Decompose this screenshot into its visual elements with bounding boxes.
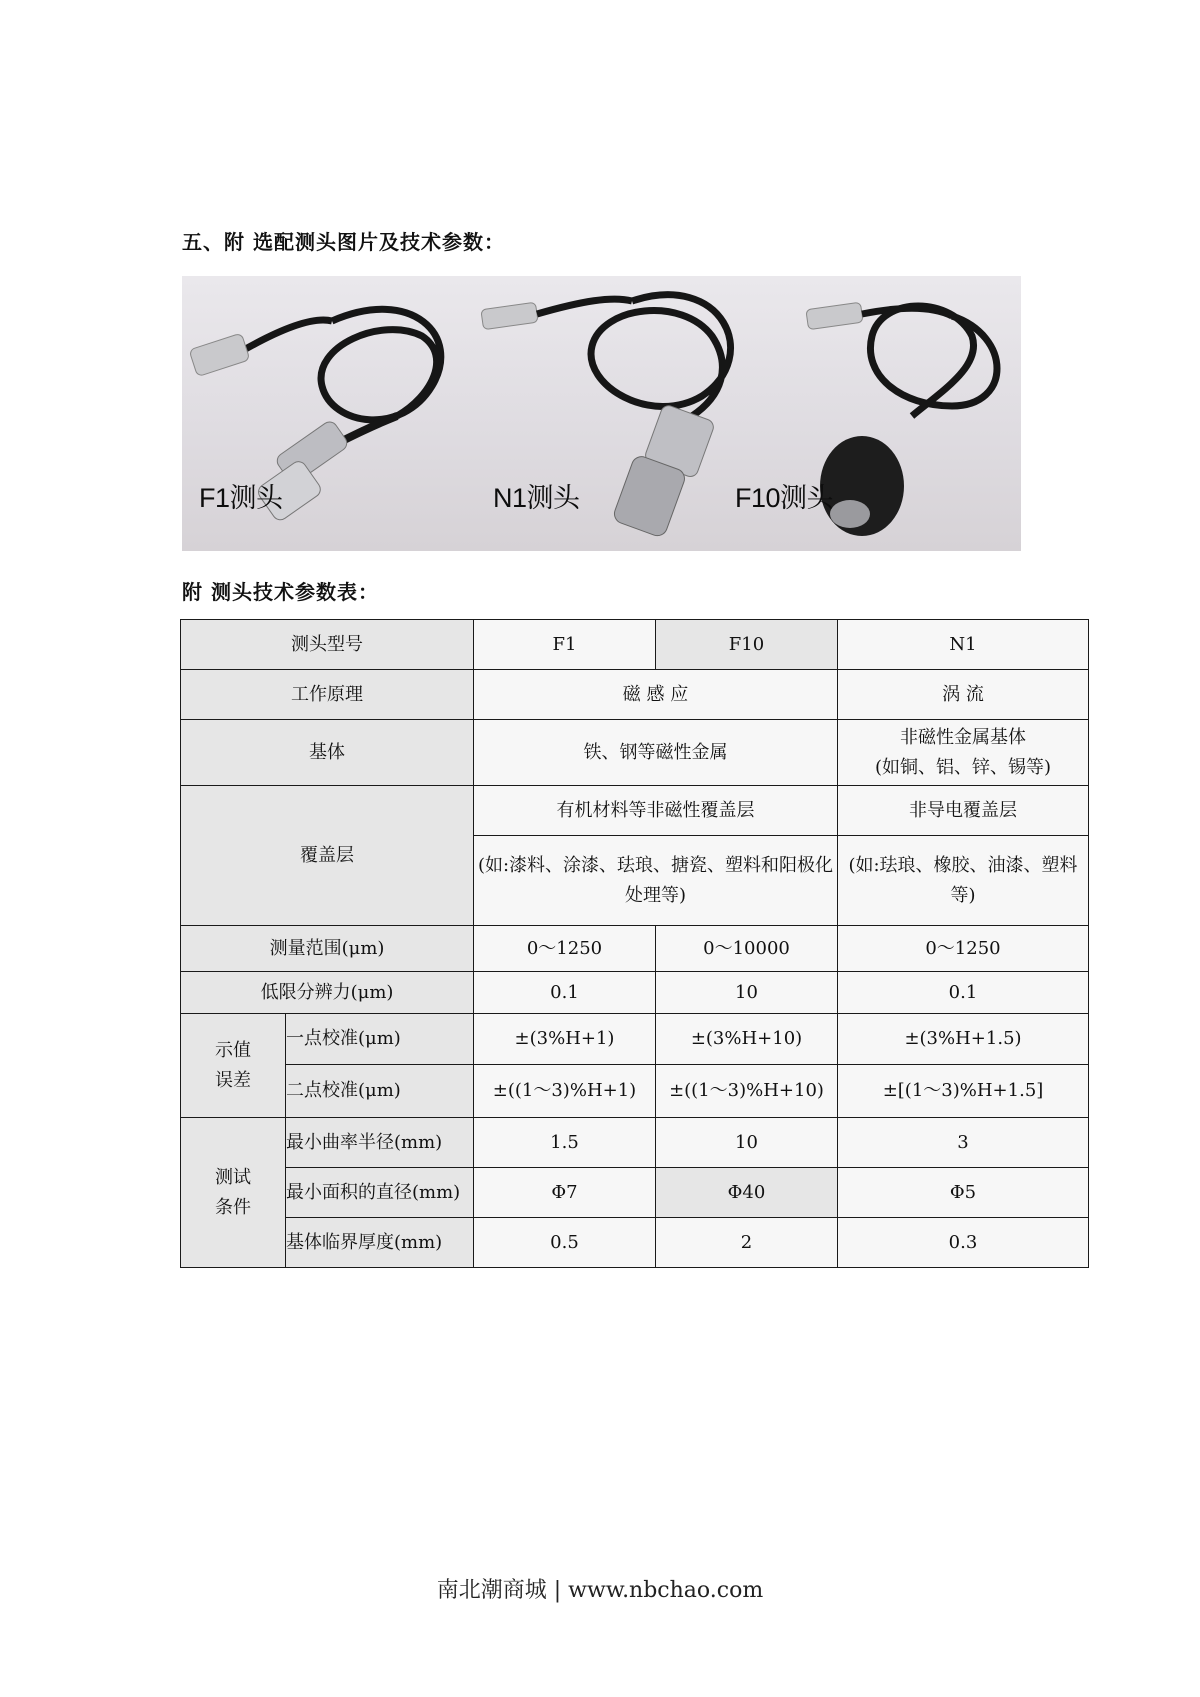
two-point-f1-cell: ±((1～3)%H+1) [474,1065,656,1118]
table-heading: 附 测头技术参数表： [182,580,379,604]
probe-photo [182,276,1021,551]
area-f10-cell: Φ40 [656,1168,838,1218]
error-label-cell: 示值误差 [181,1014,286,1118]
two-point-f10-cell: ±((1～3)%H+10) [656,1065,838,1118]
principle-magnetic-cell: 磁 感 应 [474,670,838,720]
substrate-magnetic-cell: 铁、钢等磁性金属 [474,720,838,786]
two-point-label-cell: 二点校准(μm) [286,1065,474,1118]
model-label-cell: 测头型号 [181,620,474,670]
coating-magnetic-cell: 有机材料等非磁性覆盖层 [474,786,838,836]
coating-label-cell: 覆盖层 [181,786,474,926]
two-point-n1-cell: ±[(1～3)%H+1.5] [838,1065,1089,1118]
one-point-f10-cell: ±(3%H+10) [656,1014,838,1065]
f1-probe-label: F1测头 [199,483,283,513]
range-f10-cell: 0～10000 [656,926,838,972]
table-row [181,620,1089,670]
area-n1-cell: Φ5 [838,1168,1089,1218]
table-row [181,1065,1089,1118]
substrate-eddy-cell [838,720,1089,786]
one-point-n1-cell: ±(3%H+1.5) [838,1014,1089,1065]
table-row [181,972,1089,1014]
substrate-label-cell: 基体 [181,720,474,786]
model-f10-cell: F10 [656,620,838,670]
f10-probe-label: F10测头 [735,483,834,513]
table-row [181,926,1089,972]
curvature-f1-cell: 1.5 [474,1118,656,1168]
test-label-cell: 测试条件 [181,1118,286,1268]
footer-text: 南北潮商城 | www.nbchao.com [436,1578,764,1603]
resolution-label-cell: 低限分辨力(μm) [181,972,474,1014]
table-row [181,1218,1089,1268]
thickness-f1-cell: 0.5 [474,1218,656,1268]
coating-eddy-example-cell: (如:珐琅、橡胶、油漆、塑料等) [838,836,1089,926]
coating-magnetic-example-cell: (如:漆料、涂漆、珐琅、搪瓷、塑料和阳极化处理等) [474,836,838,926]
substrate-eddy-line1: 非磁性金属基体 [900,726,1026,748]
principle-label-cell: 工作原理 [181,670,474,720]
resolution-f1-cell: 0.1 [474,972,656,1014]
coating-eddy-cell: 非导电覆盖层 [838,786,1089,836]
table-row [181,786,1089,836]
table-row [181,1014,1089,1065]
resolution-f10-cell: 10 [656,972,838,1014]
table-row [181,1118,1089,1168]
thickness-label-cell: 基体临界厚度(mm) [286,1218,474,1268]
resolution-n1-cell: 0.1 [838,972,1089,1014]
one-point-f1-cell: ±(3%H+1) [474,1014,656,1065]
area-f1-cell: Φ7 [474,1168,656,1218]
table-row [181,670,1089,720]
range-f1-cell: 0～1250 [474,926,656,972]
probe-spec-table [180,619,1089,1268]
area-label-cell: 最小面积的直径(mm) [286,1168,474,1218]
f10-probe-image [806,302,997,536]
range-label-cell: 测量范围(μm) [181,926,474,972]
curvature-n1-cell: 3 [838,1118,1089,1168]
model-f1-cell: F1 [474,620,656,670]
section-heading: 五、附 选配测头图片及技术参数： [182,230,505,254]
n1-probe-label: N1测头 [493,483,580,513]
thickness-n1-cell: 0.3 [838,1218,1089,1268]
substrate-eddy-line2: (如铜、铝、锌、锡等) [874,756,1052,778]
model-n1-cell: N1 [838,620,1089,670]
curvature-f10-cell: 10 [656,1118,838,1168]
table-row [181,720,1089,786]
curvature-label-cell: 最小曲率半径(mm) [286,1118,474,1168]
probe-illustration [182,276,1021,551]
thickness-f10-cell: 2 [656,1218,838,1268]
range-n1-cell: 0～1250 [838,926,1089,972]
table-row [181,1168,1089,1218]
principle-eddy-cell: 涡 流 [838,670,1089,720]
one-point-label-cell: 一点校准(μm) [286,1014,474,1065]
